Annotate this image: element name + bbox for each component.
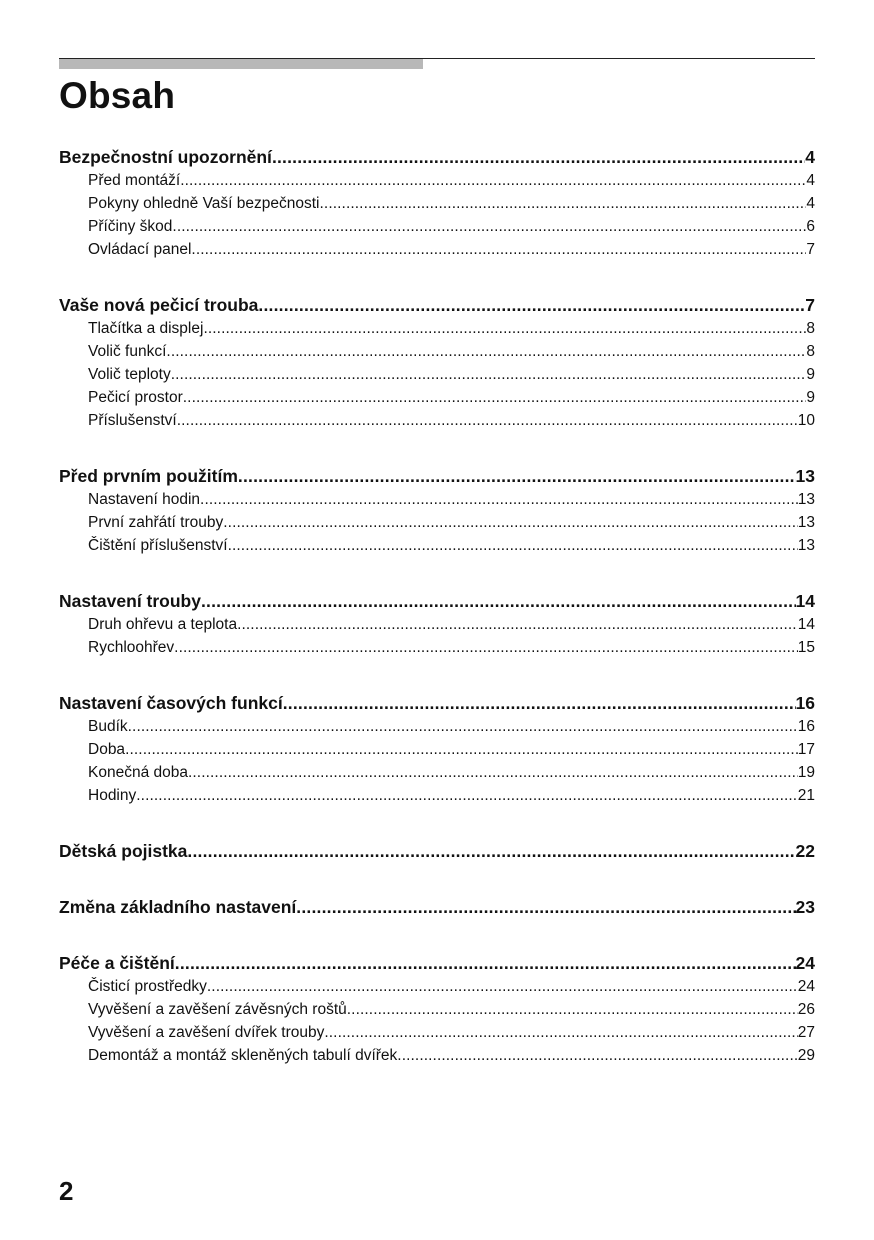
toc-entry-label: Čisticí prostředky xyxy=(88,978,207,995)
toc-entry-label: Druh ohřevu a teplota xyxy=(88,616,238,633)
toc-entry-label: Volič teploty xyxy=(88,366,171,383)
toc-entry-page: 10 xyxy=(797,412,815,429)
toc-section xyxy=(59,590,815,659)
toc-heading-label: Před prvním použitím xyxy=(59,466,238,486)
toc-entry-page: 29 xyxy=(797,1047,815,1064)
toc-leader-dots xyxy=(283,692,796,715)
section-spacer xyxy=(59,557,815,590)
toc-leader-dots xyxy=(324,1021,797,1044)
toc-leader-dots xyxy=(223,511,797,534)
toc-entry-label: První zahřátí trouby xyxy=(88,514,224,531)
table-of-contents xyxy=(59,146,815,1067)
toc-entry-label: Hodiny xyxy=(88,787,137,804)
toc-entry-page: 21 xyxy=(797,787,815,804)
toc-entry-label: Příčiny škod xyxy=(88,218,173,235)
toc-entry-label: Tlačítka a displej xyxy=(88,320,204,337)
toc-leader-dots xyxy=(125,738,798,761)
page-number: 2 xyxy=(59,1176,74,1206)
toc-leader-dots xyxy=(171,363,807,386)
toc-entry[interactable] xyxy=(59,488,815,511)
toc-section xyxy=(59,465,815,557)
toc-entry[interactable] xyxy=(59,738,815,761)
toc-entry-page: 17 xyxy=(797,741,815,758)
toc-section xyxy=(59,896,815,919)
toc-heading[interactable] xyxy=(59,294,815,317)
toc-entry-page: 13 xyxy=(797,514,815,531)
toc-entry-page: 7 xyxy=(806,241,815,258)
toc-leader-dots xyxy=(237,613,798,636)
toc-leader-dots xyxy=(347,998,798,1021)
toc-heading[interactable] xyxy=(59,840,815,863)
toc-heading-label: Péče a čištění xyxy=(59,953,175,973)
toc-leader-dots xyxy=(172,215,806,238)
toc-entry-page: 9 xyxy=(806,389,815,406)
toc-entry[interactable] xyxy=(59,409,815,432)
toc-entry[interactable] xyxy=(59,784,815,807)
toc-leader-dots xyxy=(177,409,798,432)
toc-entry[interactable] xyxy=(59,1021,815,1044)
toc-leader-dots xyxy=(238,465,796,488)
toc-entry[interactable] xyxy=(59,192,815,215)
toc-heading-label: Změna základního nastavení xyxy=(59,897,297,917)
toc-entry-page: 6 xyxy=(806,218,815,235)
toc-heading-page: 13 xyxy=(795,466,815,486)
toc-leader-dots xyxy=(397,1044,797,1067)
toc-heading-label: Nastavení trouby xyxy=(59,591,201,611)
toc-leader-dots xyxy=(191,238,806,261)
toc-entry[interactable] xyxy=(59,761,815,784)
section-spacer xyxy=(59,863,815,896)
toc-heading[interactable] xyxy=(59,896,815,919)
toc-entry[interactable] xyxy=(59,340,815,363)
toc-entry-page: 13 xyxy=(797,537,815,554)
toc-leader-dots xyxy=(258,294,805,317)
toc-entry[interactable] xyxy=(59,363,815,386)
toc-entry-page: 27 xyxy=(797,1024,815,1041)
toc-section xyxy=(59,840,815,863)
toc-leader-dots xyxy=(128,715,798,738)
toc-heading[interactable] xyxy=(59,146,815,169)
toc-section xyxy=(59,146,815,261)
toc-entry-label: Konečná doba xyxy=(88,764,188,781)
toc-leader-dots xyxy=(166,340,806,363)
toc-entry[interactable] xyxy=(59,998,815,1021)
toc-leader-dots xyxy=(228,534,798,557)
toc-entry-label: Čištění příslušenství xyxy=(88,537,228,554)
toc-entry-page: 9 xyxy=(806,366,815,383)
header-accent-bar xyxy=(59,59,423,69)
toc-entry-label: Pokyny ohledně Vaší bezpečnosti xyxy=(88,195,320,212)
toc-entry[interactable] xyxy=(59,238,815,261)
section-spacer xyxy=(59,261,815,294)
toc-entry[interactable] xyxy=(59,636,815,659)
toc-entry[interactable] xyxy=(59,215,815,238)
toc-heading[interactable] xyxy=(59,465,815,488)
section-spacer xyxy=(59,432,815,465)
toc-entry[interactable] xyxy=(59,613,815,636)
toc-leader-dots xyxy=(183,386,807,409)
toc-leader-dots xyxy=(175,952,796,975)
toc-entry[interactable] xyxy=(59,1044,815,1067)
toc-leader-dots xyxy=(200,488,798,511)
toc-heading-page: 16 xyxy=(795,693,815,713)
section-spacer xyxy=(59,919,815,952)
toc-heading-label: Vaše nová pečicí trouba xyxy=(59,295,259,315)
toc-heading-page: 14 xyxy=(795,591,815,611)
toc-entry-label: Vyvěšení a zavěšení dvířek trouby xyxy=(88,1024,325,1041)
toc-entry-page: 16 xyxy=(797,718,815,735)
toc-entry-page: 4 xyxy=(806,172,815,189)
toc-leader-dots xyxy=(188,761,798,784)
toc-leader-dots xyxy=(187,840,795,863)
toc-entry-label: Příslušenství xyxy=(88,412,177,429)
toc-heading[interactable] xyxy=(59,590,815,613)
toc-entry-label: Demontáž a montáž skleněných tabulí dvířek xyxy=(88,1047,398,1064)
section-spacer xyxy=(59,659,815,692)
toc-entry-label: Vyvěšení a zavěšení závěsných roštů xyxy=(88,1001,347,1018)
toc-entry[interactable] xyxy=(59,386,815,409)
toc-leader-dots xyxy=(207,975,798,998)
toc-entry[interactable] xyxy=(59,317,815,340)
toc-heading[interactable] xyxy=(59,952,815,975)
toc-heading-label: Bezpečnostní upozornění xyxy=(59,147,272,167)
toc-entry-label: Pečicí prostor xyxy=(88,389,183,406)
toc-heading-page: 23 xyxy=(795,897,815,917)
toc-leader-dots xyxy=(201,590,796,613)
toc-entry-label: Ovládací panel xyxy=(88,241,192,258)
toc-heading-page: 22 xyxy=(795,841,815,861)
toc-heading-label: Dětská pojistka xyxy=(59,841,188,861)
toc-entry-page: 13 xyxy=(797,491,815,508)
toc-entry-page: 15 xyxy=(797,639,815,656)
toc-entry-label: Volič funkcí xyxy=(88,343,167,360)
toc-entry[interactable] xyxy=(59,511,815,534)
toc-entry-page: 26 xyxy=(797,1001,815,1018)
toc-entry-label: Před montáží xyxy=(88,172,181,189)
toc-leader-dots xyxy=(180,169,806,192)
toc-entry[interactable] xyxy=(59,534,815,557)
toc-leader-dots xyxy=(320,192,807,215)
toc-leader-dots xyxy=(203,317,806,340)
toc-entry-label: Rychloohřev xyxy=(88,639,175,656)
toc-entry-page: 4 xyxy=(806,195,815,212)
toc-entry-page: 24 xyxy=(797,978,815,995)
toc-section xyxy=(59,294,815,432)
toc-leader-dots xyxy=(272,146,805,169)
toc-section xyxy=(59,952,815,1067)
toc-entry[interactable] xyxy=(59,715,815,738)
toc-heading[interactable] xyxy=(59,692,815,715)
toc-entry-label: Nastavení hodin xyxy=(88,491,201,508)
toc-entry-label: Doba xyxy=(88,741,126,758)
section-spacer xyxy=(59,807,815,840)
toc-heading-page: 7 xyxy=(805,295,815,315)
toc-entry[interactable] xyxy=(59,975,815,998)
toc-entry[interactable] xyxy=(59,169,815,192)
page-title: Obsah xyxy=(59,75,176,116)
toc-heading-label: Nastavení časových funkcí xyxy=(59,693,283,713)
toc-entry-page: 8 xyxy=(806,320,815,337)
toc-heading-page: 4 xyxy=(805,147,815,167)
toc-leader-dots xyxy=(174,636,798,659)
toc-leader-dots xyxy=(136,784,798,807)
toc-heading-page: 24 xyxy=(795,953,815,973)
toc-entry-page: 8 xyxy=(806,343,815,360)
toc-section xyxy=(59,692,815,807)
toc-entry-page: 14 xyxy=(797,616,815,633)
toc-entry-page: 19 xyxy=(797,764,815,781)
toc-leader-dots xyxy=(296,896,795,919)
toc-entry-label: Budík xyxy=(88,718,128,735)
